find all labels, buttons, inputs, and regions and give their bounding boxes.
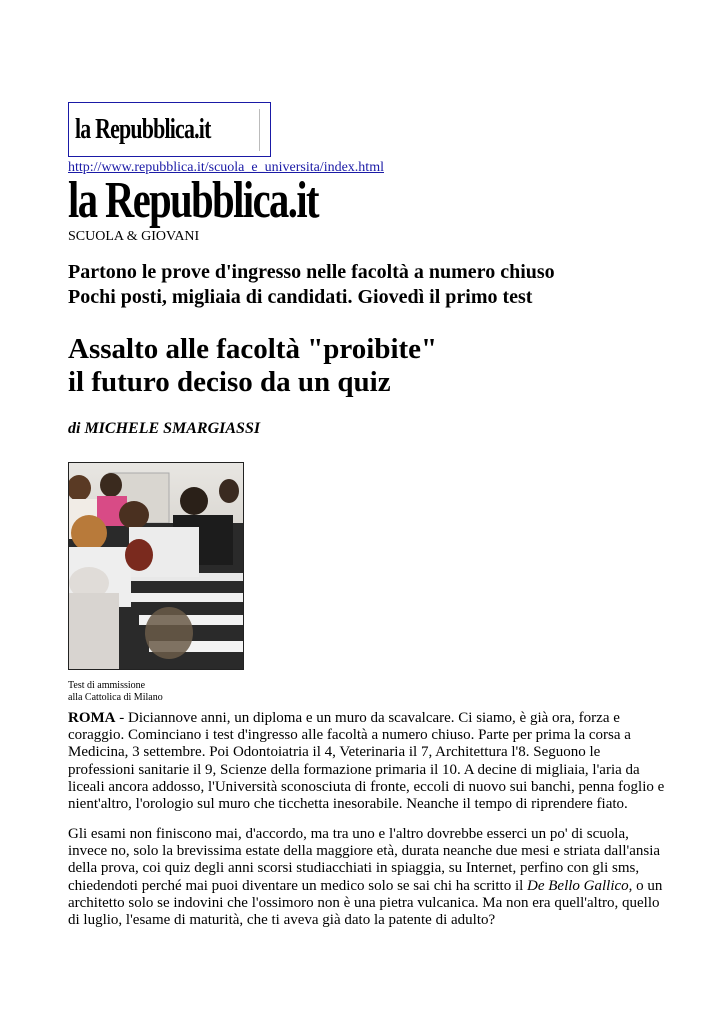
body-line: di luglio, l'esame di maturità, che ti aveva già dato la patente di adulto?: [68, 912, 496, 929]
body-paragraph-1: [68, 710, 665, 813]
section-name: SCUOLA & GIOVANI: [68, 229, 200, 244]
body-line: [68, 877, 663, 895]
body-line-text: , o un: [628, 877, 663, 894]
body-line: professioni sanitarie il 9, Scienze della formazione primaria il 10. A decine di migliaia, l'aria da: [68, 761, 640, 778]
subhead-line: Partono le prove d'ingresso nelle facoltà a numero chiuso: [68, 261, 555, 283]
source-url-link[interactable]: http://www.repubblica.it/scuola_e_universita/index.html: [68, 160, 384, 175]
exam-hall-image: [69, 463, 243, 669]
body-line: della prova, coi quiz degli anni scorsi studiacchiati in spiaggia, su Internet, perfino con gli sms,: [68, 860, 640, 877]
caption-line: alla Cattolica di Milano: [68, 692, 163, 703]
body-line: nient'altro, l'orologio sul muro che ticchetta inesorabile. Neanche il tempo di riprendere fiato.: [68, 796, 628, 813]
dateline: ROMA: [68, 710, 116, 726]
book-title: De Bello Gallico: [527, 877, 629, 894]
article-headline: [68, 333, 688, 399]
caption-line: Test di ammissione: [68, 680, 146, 691]
body-line: architetto solo se indovini che l'ossimoro non è una pietra vulcanica. Ma non era quell'altro, quello: [68, 894, 660, 911]
body-line-text: - Diciannove anni, un diploma e un muro da scavalcare. Ci siamo, è già ora, forza e: [115, 710, 620, 726]
body-line: Gli esami non finiscono mai, d'accordo, ma tra uno e l'altro dovrebbe esserci un po' di scuola,: [68, 826, 629, 842]
small-logo[interactable]: [68, 102, 271, 157]
subhead-line: Pochi posti, migliaia di candidati. Giovedì il primo test: [68, 286, 533, 308]
article-subhead: [68, 260, 688, 310]
body-line: Medicina, 3 settembre. Poi Odontoiatria il 4, Veterinaria il 7, Architettura l'8. Seguono le: [68, 744, 601, 761]
small-logo-text: la Repubblica.it: [75, 113, 211, 145]
headline-line: il futuro deciso da un quiz: [68, 366, 391, 398]
body-line-text: chiedendoti perché mai puoi diventare un medico solo se sai chi ha scritto il: [68, 877, 528, 894]
body-line: invece no, solo la brevissima estate della maggiore età, durata neanche due mesi e striata dall'ansia: [68, 843, 661, 860]
logo-divider: [259, 109, 260, 151]
headline-line: Assalto alle facoltà "proibite": [68, 333, 438, 365]
body-line: coraggio. Cominciano i test d'ingresso alle facoltà a numero chiuso. Parte per prima la corsa a: [68, 727, 631, 744]
body-line: liceali ancora addosso, l'Università sconosciuta di fronte, eccoli di nuovo sui banchi, penna foglio e: [68, 778, 665, 795]
body-paragraph-2: [68, 826, 663, 929]
article-photo: [68, 462, 244, 670]
body-line: [68, 710, 658, 727]
photo-caption: [68, 680, 228, 704]
section-label: [68, 229, 199, 245]
byline: di MICHELE SMARGIASSI: [68, 420, 261, 437]
masthead-logo: la Repubblica.it: [68, 172, 318, 229]
